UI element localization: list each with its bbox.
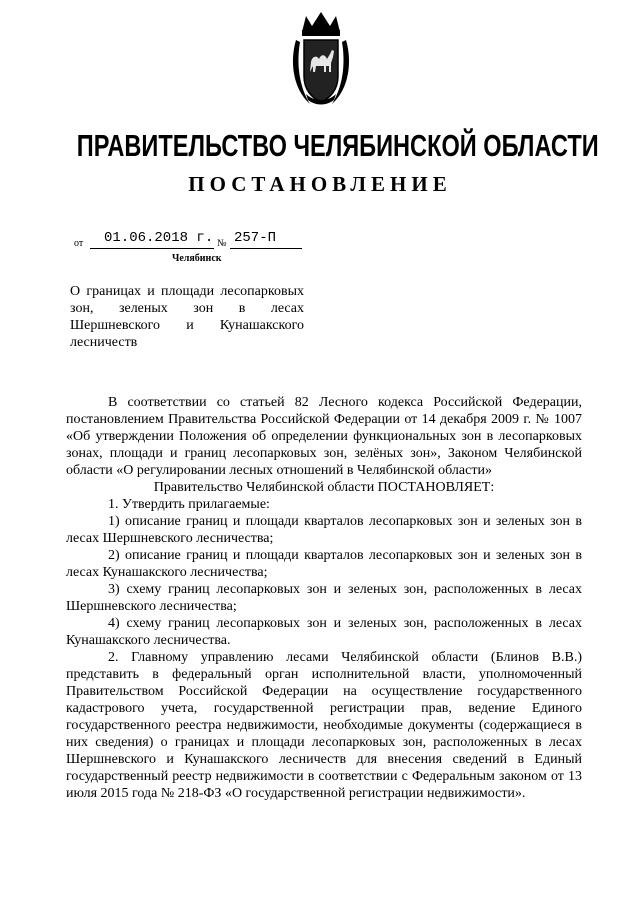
clause-1-item-2: 2) описание границ и площади кварталов лесопарковых зон и зеленых зон в лесах Кунашакского лесничества;	[66, 548, 582, 580]
clause-1-item-1: 1) описание границ и площади кварталов лесопарковых зон и зеленых зон в лесах Шершневского лесничества;	[66, 514, 582, 546]
number-underline	[230, 248, 302, 249]
clause-1-item-3: 3) схему границ лесопарковых зон и зеленых зон, расположенных в лесах Шершневского лесничества;	[66, 582, 582, 614]
organization-title: ПРАВИТЕЛЬСТВО ЧЕЛЯБИНСКОЙ ОБЛАСТИ	[76, 128, 599, 163]
coat-of-arms-emblem	[290, 10, 352, 110]
date-label: от	[74, 238, 84, 249]
date-underline	[90, 248, 214, 249]
number-label: №	[217, 238, 227, 249]
document-body	[66, 394, 582, 802]
clause-1-item-4: 4) схему границ лесопарковых зон и зеленых зон, расположенных в лесах Кунашакского лесничества.	[66, 616, 582, 648]
resolution-statement: Правительство Челябинской области ПОСТАНОВЛЯЕТ:	[153, 480, 495, 495]
document-subject: О границах и площади лесопарковых зон, зеленых зон в лесах Шершневского и Кунашакского лесничеств	[70, 284, 304, 350]
document-date-field	[74, 230, 314, 250]
preamble-paragraph: В соответствии со статьей 82 Лесного кодекса Российской Федерации, постановлением Правительства Российской Федерации от 14 декабря 2009 г. № 1007 «Об утверждении Положения об определении функциональных зон в лесопарковых зонах, площади и границ лесопарковых зон, зелёных зон», Законом Челябинской области «О регулировании лесных отношений в Челябинской области»	[66, 395, 582, 478]
number-value: 257-П	[234, 230, 277, 246]
clause-2: 2. Главному управлению лесами Челябинской области (Блинов В.В.) представить в федеральный орган исполнительной власти, уполномоченный Правительством Российской Федерации на осуществление государственного кадастрового учета, государственной регистрации прав, ведение Единого государственного реестра недвижимости, необходимые документы (содержащиеся в них сведения) о границах и площади лесопарковых зон, расположенных в лесах Шершневского и Кунашакского лесничеств для внесения сведений в Единый государственный реестр недвижимости в соответствии с Федеральным законом от 13 июля 2015 года № 218-ФЗ «О государственной регистрации недвижимости».	[66, 650, 582, 801]
document-type-heading: ПОСТАНОВЛЕНИЕ	[188, 172, 452, 196]
clause-1: 1. Утвердить прилагаемые:	[108, 497, 270, 512]
date-value: 01.06.2018 г.	[104, 230, 214, 246]
city-label: Челябинск	[172, 253, 222, 264]
